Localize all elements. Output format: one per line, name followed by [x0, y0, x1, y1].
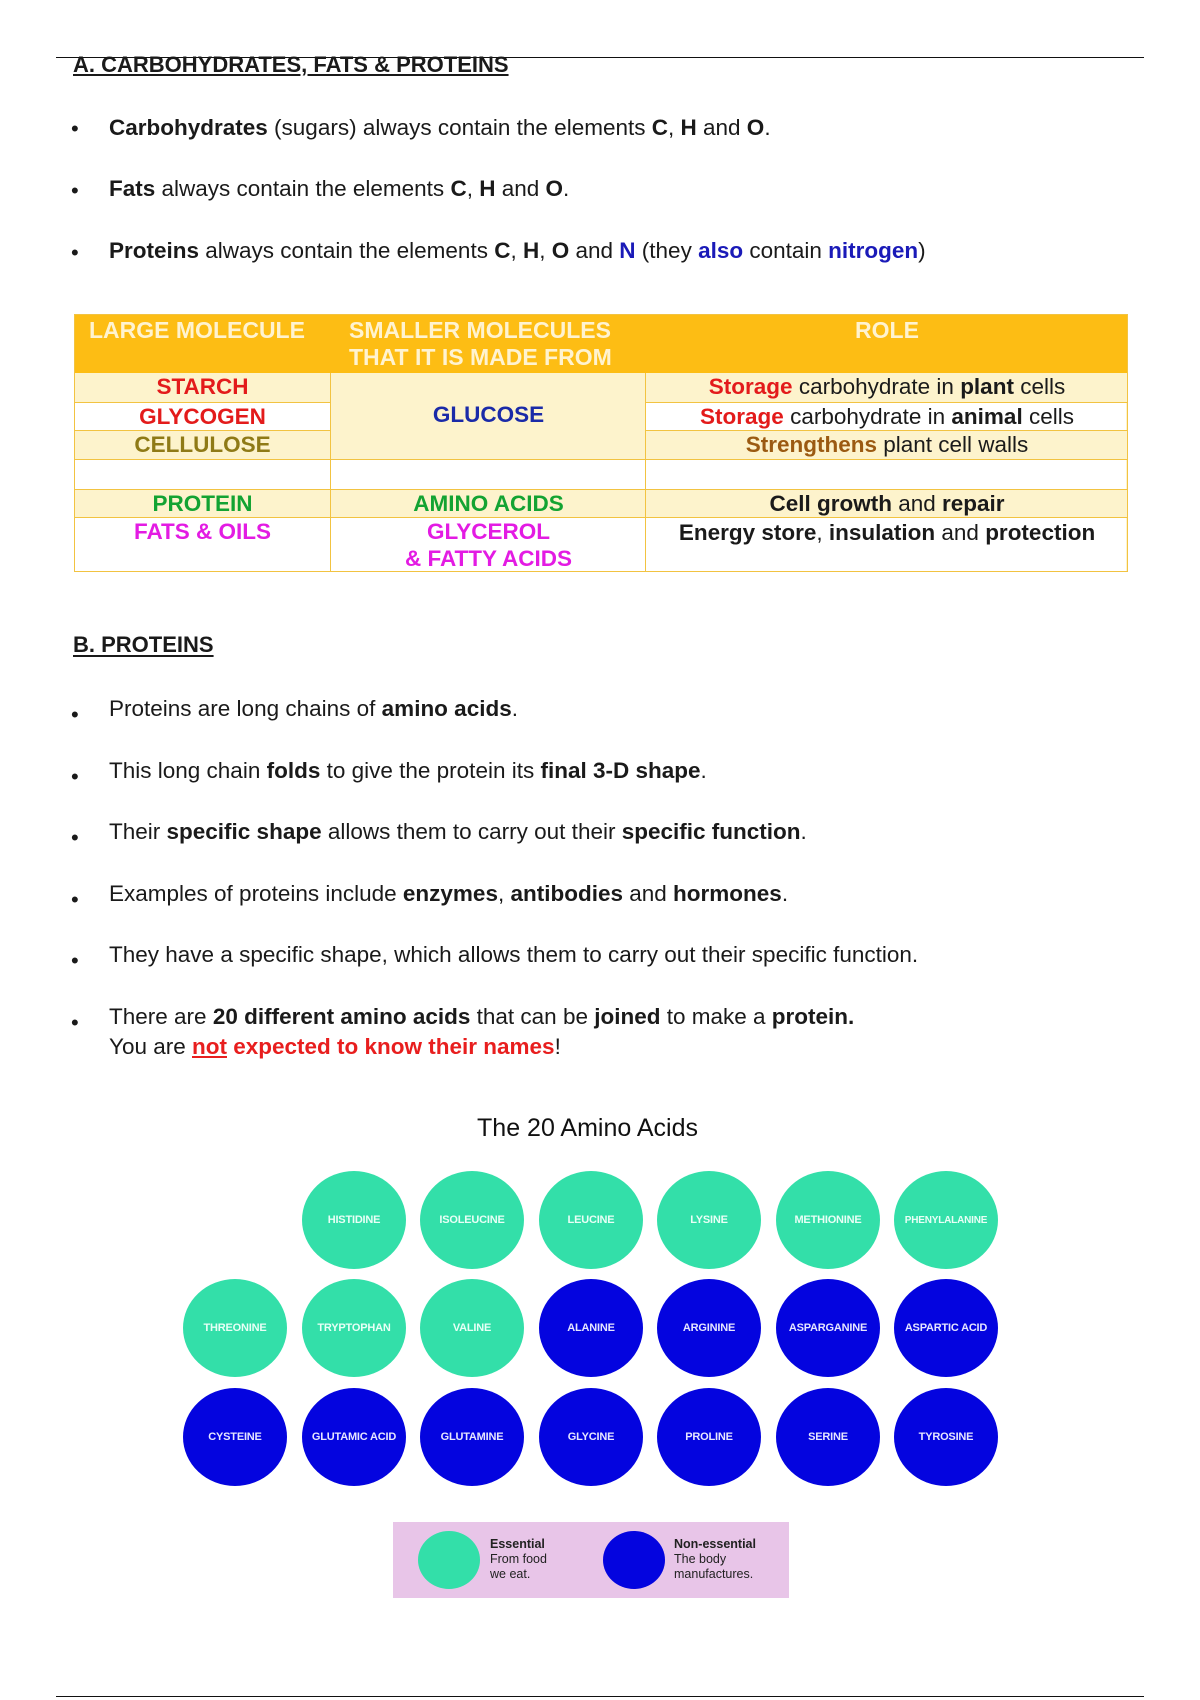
cell-glycerol: GLYCEROL & FATTY ACIDS — [404, 519, 573, 571]
white-row — [75, 460, 1126, 489]
bullet-specific-shape: Their specific shape allows them to carry out their specific function. — [109, 819, 807, 844]
amino-valine: VALINE — [420, 1279, 524, 1377]
legend-essential-text: Essential From food we eat. — [490, 1537, 547, 1581]
header-role: ROLE — [855, 317, 919, 343]
bullet-dot: • — [71, 887, 79, 912]
bullet-dot: • — [71, 178, 79, 203]
bullet-dot: • — [71, 948, 79, 973]
amino-aspartic-acid: ASPARTIC ACID — [894, 1279, 998, 1377]
amino-methionine: METHIONINE — [776, 1171, 880, 1269]
legend-non-essential-text: Non-essential The body manufactures. — [674, 1537, 756, 1581]
amino-isoleucine: ISOLEUCINE — [420, 1171, 524, 1269]
cell-starch: STARCH — [156, 374, 249, 399]
role-glycogen: Storage carbohydrate in animal cells — [700, 404, 1074, 429]
cell-glycogen: GLYCOGEN — [139, 404, 266, 429]
amino-serine: SERINE — [776, 1388, 880, 1486]
amino-proline: PROLINE — [657, 1388, 761, 1486]
amino-tryptophan: TRYPTOPHAN — [302, 1279, 406, 1377]
role-protein: Cell growth and repair — [769, 491, 1005, 516]
amino-histidine: HISTIDINE — [302, 1171, 406, 1269]
bullet-folds: This long chain folds to give the protein its final 3-D shape. — [109, 758, 707, 783]
amino-legend — [393, 1522, 789, 1598]
bottom-rule — [56, 1696, 1144, 1697]
bullet-twenty-amino-acids: There are 20 different amino acids that can be joined to make a protein. You are not expected to know their names! — [109, 1004, 855, 1059]
bullet-examples: Examples of proteins include enzymes, antibodies and hormones. — [109, 881, 789, 906]
cell-fats-oils: FATS & OILS — [133, 519, 272, 544]
section-b-heading: B. PROTEINS — [73, 632, 214, 657]
amino-arginine: ARGININE — [657, 1279, 761, 1377]
amino-glycine: GLYCINE — [539, 1388, 643, 1486]
cell-amino-acids: AMINO ACIDS — [413, 491, 564, 516]
bullet-dot: • — [71, 825, 79, 850]
role-fats: Energy store, insulation and protection — [678, 520, 1096, 545]
bullet-dot: • — [71, 764, 79, 789]
bullet-dot: • — [71, 702, 79, 727]
section-a-heading: A. CARBOHYDRATES, FATS & PROTEINS — [73, 52, 509, 77]
bullet-fats: Fats always contain the elements C, H and O. — [109, 176, 570, 201]
role-starch: Storage carbohydrate in plant cells — [708, 374, 1066, 399]
bullet-long-chains: Proteins are long chains of amino acids. — [109, 696, 518, 721]
bullet-carbohydrates: Carbohydrates (sugars) always contain the elements C, H and O. — [109, 115, 771, 140]
header-smaller-molecules: SMALLER MOLECULES THAT IT IS MADE FROM — [349, 317, 612, 370]
amino-cysteine: CYSTEINE — [183, 1388, 287, 1486]
cell-protein: PROTEIN — [152, 491, 253, 516]
amino-alanine: ALANINE — [539, 1279, 643, 1377]
bullet-dot: • — [71, 116, 79, 141]
header-large-molecule: LARGE MOLECULE — [89, 317, 305, 343]
amino-chart-title: The 20 Amino Acids — [477, 1114, 698, 1142]
bullet-proteins: Proteins always contain the elements C, H, O and N (they also contain nitrogen) — [109, 238, 926, 263]
amino-asparganine: ASPARGANINE — [776, 1279, 880, 1377]
row-divider — [75, 459, 1127, 460]
bullet-dot: • — [71, 240, 79, 265]
amino-glutamic-acid: GLUTAMIC ACID — [302, 1388, 406, 1486]
amino-tyrosine: TYROSINE — [894, 1388, 998, 1486]
amino-leucine: LEUCINE — [539, 1171, 643, 1269]
molecule-table — [74, 314, 1128, 572]
legend-non-essential-swatch — [603, 1531, 665, 1589]
amino-lysine: LYSINE — [657, 1171, 761, 1269]
role-cellulose: Strengthens plant cell walls — [745, 432, 1029, 457]
cell-glucose: GLUCOSE — [432, 402, 545, 427]
amino-phenylalanine: PHENYLALANINE — [894, 1171, 998, 1269]
bullet-dot: • — [71, 1010, 79, 1035]
amino-glutamine: GLUTAMINE — [420, 1388, 524, 1486]
bullet-function: They have a specific shape, which allows them to carry out their specific function. — [109, 942, 919, 967]
amino-threonine: THREONINE — [183, 1279, 287, 1377]
cell-cellulose: CELLULOSE — [134, 432, 271, 457]
table-header — [75, 315, 1127, 373]
legend-essential-swatch — [418, 1531, 480, 1589]
